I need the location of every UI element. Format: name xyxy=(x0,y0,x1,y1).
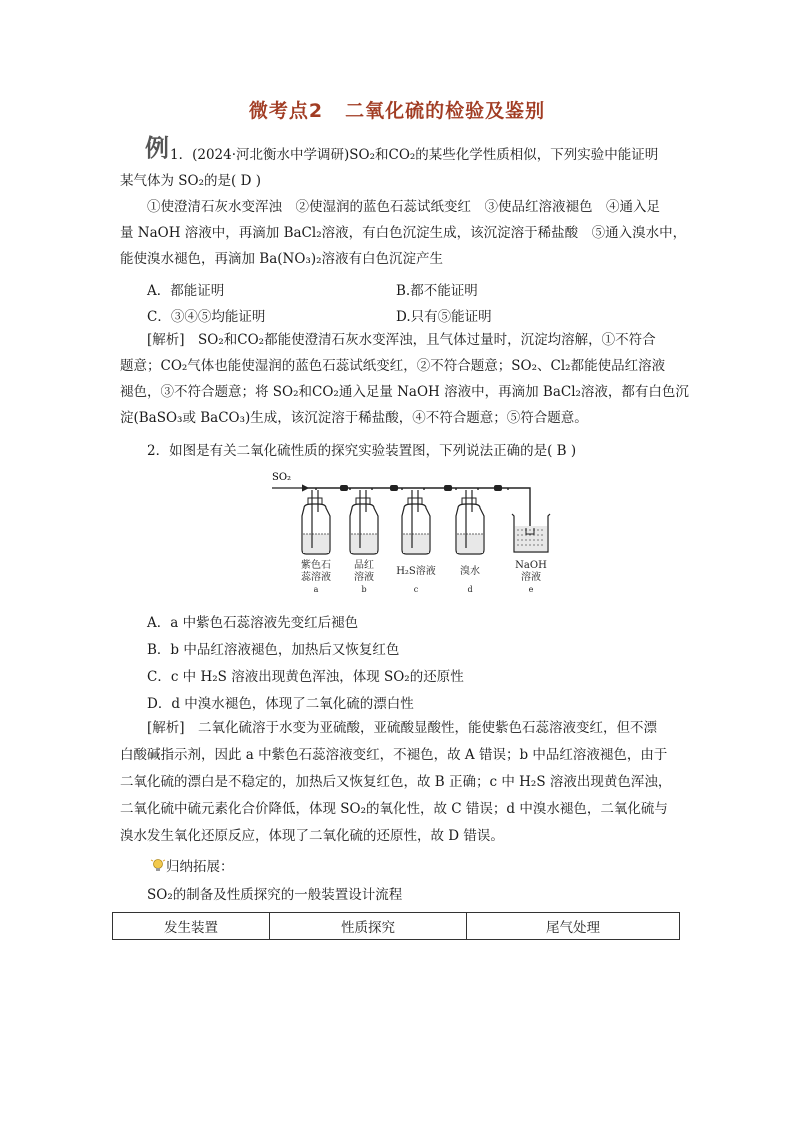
q2-stem: 2．如图是有关二氧化硫性质的探究实验装置图，下列说法正确的是( B ) xyxy=(147,443,577,459)
table-header-generation: 发生装置 xyxy=(113,913,270,940)
bottle-a xyxy=(302,490,330,554)
bottle-c-letter: c xyxy=(413,585,419,594)
bottle-b-letter: b xyxy=(361,585,367,594)
section-number: 微考点2 xyxy=(248,100,324,122)
q1-explanation-line3: 褪色，③不符合题意；将 SO₂和CO₂通入足量 NaOH 溶液中，再滴加 BaCl₂溶液，都有白色沉 xyxy=(120,384,689,400)
gas-label: SO₂ xyxy=(272,472,292,483)
q1-option-a: A．都能证明 xyxy=(147,283,225,299)
q1-statement-line1: ①使澄清石灰水变浑浊 ②使湿润的蓝色石蕊试纸变红 ③使品红溶液褪色 ④通入足 xyxy=(147,199,660,215)
summary-heading: 归纳拓展： xyxy=(166,859,234,875)
q2-explanation-line4: 二氧化硫中硫元素化合价降低，体现 SO₂的氧化性，故 C 错误；d 中溴水褪色，二氧化硫与 xyxy=(120,801,668,817)
q2-option-b: B．b 中品红溶液褪色，加热后又恢复红色 xyxy=(147,642,400,658)
bottle-d xyxy=(456,490,484,554)
bottle-b-label1: 品红 xyxy=(354,560,374,571)
q1-option-b: B.都不能证明 xyxy=(396,283,478,299)
q2-option-d: D．d 中溴水褪色，体现了二氧化硫的漂白性 xyxy=(147,696,414,712)
bottle-a-label1: 紫色石 xyxy=(301,560,331,571)
section-heading: 二氧化硫的检验及鉴别 xyxy=(345,100,546,122)
q1-statement-line2: 量 NaOH 溶液中，再滴加 BaCl₂溶液，有白色沉淀生成，该沉淀溶于稀盐酸 ⑤通入溴水中， xyxy=(120,225,687,241)
bottle-a-label2: 蕊溶液 xyxy=(301,572,331,583)
flow-table xyxy=(112,912,680,940)
beaker-e-label1: NaOH xyxy=(515,560,547,571)
beaker-e-label2: 溶液 xyxy=(521,572,541,583)
q1-stem-line2: 某气体为 SO₂的是( D ) xyxy=(120,173,261,189)
apparatus-diagram xyxy=(268,468,568,600)
q1-option-d: D.只有⑤能证明 xyxy=(396,309,492,325)
bottle-d-label1: 溴水 xyxy=(460,566,480,577)
q1-explanation-line4: 淀(BaSO₃或 BaCO₃)生成，该沉淀溶于稀盐酸，④不符合题意；⑤符合题意。 xyxy=(120,410,588,426)
bottle-b-label2: 溶液 xyxy=(354,572,374,583)
bottle-a-letter: a xyxy=(313,585,319,594)
q1-option-c: C．③④⑤均能证明 xyxy=(147,309,266,325)
q2-explanation-line5: 溴水发生氧化还原反应，体现了二氧化硫的还原性，故 D 错误。 xyxy=(120,828,504,844)
bottle-d-letter: d xyxy=(467,585,473,594)
q1-explanation-line1: [解析] SO₂和CO₂都能使澄清石灰水变浑浊，且气体过量时，沉淀均溶解，①不符合 xyxy=(147,332,656,348)
q1-stem-line1: 1．(2024·河北衡水中学调研)SO₂和CO₂的某些化学性质相似，下列实验中能证明 xyxy=(170,147,659,163)
q2-explanation-line2: 白酸碱指示剂，因此 a 中紫色石蕊溶液变红，不褪色，故 A 错误；b 中品红溶液褪色，由于 xyxy=(120,747,668,763)
q2-explanation-line1: [解析] 二氧化硫溶于水变为亚硫酸，亚硫酸显酸性，能使紫色石蕊溶液变红，但不漂 xyxy=(147,720,658,736)
section-title xyxy=(0,96,794,123)
q1-explanation-line2: 题意；CO₂气体也能使湿润的蓝色石蕊试纸变红，②不符合题意；SO₂、Cl₂都能使品红溶液 xyxy=(120,358,666,374)
lightbulb-icon xyxy=(150,858,166,874)
bottle-b xyxy=(350,490,378,554)
beaker-e-letter: e xyxy=(528,585,534,594)
summary-line: SO₂的制备及性质探究的一般装置设计流程 xyxy=(147,887,403,903)
q2-option-c: C．c 中 H₂S 溶液出现黄色浑浊，体现 SO₂的还原性 xyxy=(147,669,464,685)
q2-option-a: A．a 中紫色石蕊溶液先变红后褪色 xyxy=(147,615,359,631)
bottle-c-label1: H₂S溶液 xyxy=(396,566,436,577)
table-header-tail-gas: 尾气处理 xyxy=(467,913,680,940)
q2-explanation-line3: 二氧化硫的漂白是不稳定的，加热后又恢复红色，故 B 正确；c 中 H₂S 溶液出现黄色浑浊， xyxy=(120,774,672,790)
beaker-e xyxy=(512,514,550,552)
bottle-c xyxy=(402,490,430,554)
table-header-property: 性质探究 xyxy=(270,913,467,940)
table-row xyxy=(113,913,680,940)
q1-statement-line3: 能使溴水褪色，再滴加 Ba(NO₃)₂溶液有白色沉淀产生 xyxy=(120,251,443,267)
example-mark: 例 xyxy=(145,134,168,162)
